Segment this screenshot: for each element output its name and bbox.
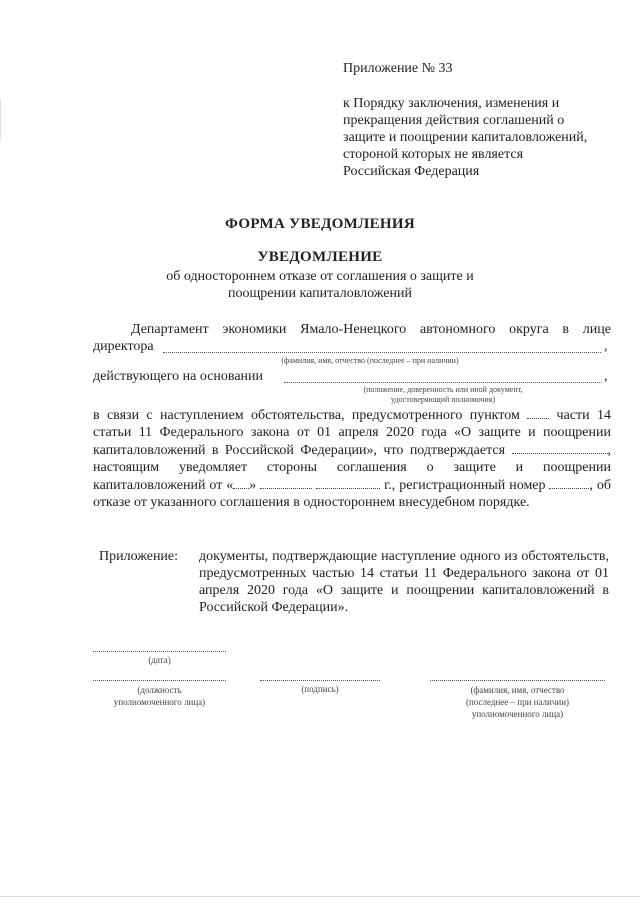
- body-text: части 14 статьи 11 Федерального закона от 01 апреля 2020 года «О защите и поощрении капиталовложений в Российской Федерации», что подтверждается: [93, 408, 611, 458]
- attachment-text: документы, подтверждающие наступление одного из обстоятельств, предусмотренных частью 14 статьи 11 Федерального закона от 01 апреля 2020 года «О защите и поощрении капиталовложений в Российской Федерации».: [199, 549, 609, 615]
- director-comma: ,: [604, 339, 608, 354]
- agreement-month-field[interactable]: [260, 476, 312, 489]
- body-text: , настоящим уведомляет стороны соглашения о защите и поощрении капиталовложений от «: [93, 443, 611, 493]
- basis-note-2: удостоверяющий полномочия): [390, 395, 496, 404]
- notice-subtitle: об одностороннем отказе от соглашения о защите и поощрении капиталовложений: [166, 269, 474, 301]
- position-label: [93, 684, 226, 708]
- director-label: директора: [93, 339, 154, 354]
- scan-edge-mark: [0, 100, 2, 140]
- full-name-label-line: уполномоченного лица): [471, 709, 564, 719]
- date-label: (дата): [148, 655, 171, 665]
- form-title: ФОРМА УВЕДОМЛЕНИЯ: [225, 216, 415, 232]
- full-name-label: [430, 684, 605, 720]
- full-name-label-line: (последнее – при наличии): [465, 697, 570, 707]
- position-label-line: уполномоченного лица): [113, 697, 206, 707]
- signature-field[interactable]: [260, 680, 380, 681]
- body-text: , об отказе от указанного соглашения в одностороннем внесудебном порядке.: [93, 478, 612, 510]
- basis-field[interactable]: [284, 382, 602, 383]
- position-field[interactable]: [93, 680, 226, 681]
- agreement-year-field[interactable]: [316, 476, 380, 489]
- intro-line-1: Департамент экономики Ямало-Ненецкого автономного округа в лице: [131, 322, 611, 337]
- signature-label: (подпись): [301, 684, 339, 694]
- notice-body: [93, 406, 611, 511]
- basis-note-1: (положение, доверенность или иной документ,: [363, 385, 523, 394]
- appendix-reference-line: к Порядку заключения, изменения и: [343, 96, 560, 111]
- notice-title: УВЕДОМЛЕНИЕ: [257, 249, 383, 265]
- appendix-reference-line: защите и поощрении капиталовложений,: [343, 130, 588, 145]
- body-text: »: [249, 478, 257, 493]
- appendix-reference: [343, 95, 603, 180]
- confirmation-document-field[interactable]: [512, 441, 608, 454]
- full-name-field[interactable]: [430, 680, 605, 681]
- director-field[interactable]: [163, 352, 601, 353]
- registration-number-field[interactable]: [549, 476, 589, 489]
- date-field[interactable]: [93, 651, 226, 652]
- full-name-label-line: (фамилия, имя, отчество: [470, 685, 565, 695]
- appendix-number: Приложение № 33: [343, 61, 453, 76]
- position-label-line: (должность: [137, 685, 182, 695]
- basis-comma: ,: [604, 369, 608, 384]
- clause-number-field[interactable]: [527, 406, 549, 419]
- body-text: в связи с наступлением обстоятельства, предусмотренного пунктом: [93, 408, 520, 423]
- appendix-reference-line: Российская Федерация: [343, 164, 480, 179]
- director-note: (фамилия, имя, отчество (последнее – при наличии): [281, 356, 459, 365]
- agreement-day-field[interactable]: [233, 476, 249, 489]
- page-bottom-edge: [0, 896, 640, 897]
- basis-label: действующего на основании: [93, 369, 264, 384]
- appendix-reference-line: стороной которых не является: [343, 147, 524, 162]
- appendix-reference-line: прекращения действия соглашений о: [343, 113, 565, 128]
- body-text: г., регистрационный номер: [384, 478, 546, 493]
- attachment-label: Приложение:: [99, 549, 179, 564]
